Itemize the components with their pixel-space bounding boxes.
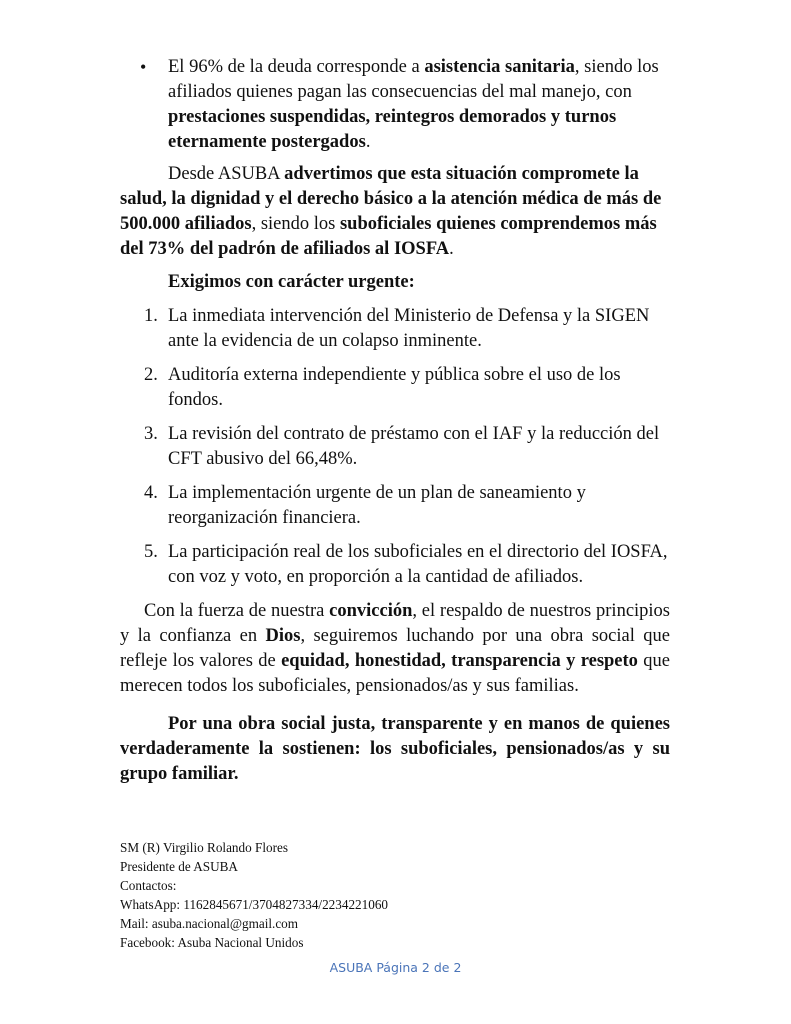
text-run: , seguiremos luchando por una obra social que — [300, 626, 670, 646]
warning-line-2: salud, la dignidad y el derecho básico a la atención médica de más de — [120, 189, 662, 209]
mail-line: Mail: asuba.nacional@gmail.com — [120, 916, 299, 931]
list-item-line: con voz y voto, en proporción a la cantidad de afiliados. — [168, 567, 584, 587]
list-item-line: La inmediata intervención del Ministerio de Defensa y la SIGEN — [168, 306, 650, 326]
slogan-line-1: Por una obra social justa, transparente y en manos de quienes — [168, 714, 670, 734]
slogan-line-3: grupo familiar. — [120, 764, 239, 784]
list-number: 3. — [144, 424, 158, 444]
closing-line-3 — [120, 649, 670, 673]
signature-name: SM (R) Virgilio Rolando Flores — [120, 840, 288, 855]
text-run: , siendo los — [574, 57, 659, 77]
list-number: 2. — [144, 365, 158, 385]
bullet-marker: • — [140, 57, 147, 77]
warning-line-4 — [120, 237, 454, 261]
list-item-line: ante la evidencia de un colapso inminente. — [168, 331, 482, 351]
bold-run: suboficiales quienes comprendemos más — [339, 214, 657, 234]
closing-line-1 — [144, 599, 670, 623]
closing-line-2 — [120, 624, 670, 648]
bold-run: equidad, honestidad, transparencia y respeto — [281, 651, 638, 671]
bold-run: del 73% del padrón de afiliados al IOSFA — [120, 239, 450, 259]
bullet-line-1 — [168, 55, 659, 79]
bullet-line-2: afiliados quienes pagan las consecuencias del mal manejo, con — [168, 82, 632, 102]
whatsapp-line: WhatsApp: 1162845671/3704827334/2234221060 — [120, 897, 389, 912]
list-item-line: La implementación urgente de un plan de saneamiento y — [168, 483, 586, 503]
text-run: , el respaldo de nuestros principios — [412, 601, 671, 621]
warning-line-1 — [168, 162, 639, 186]
text-run: y la confianza en — [120, 626, 266, 646]
list-item-line: Auditoría externa independiente y pública sobre el uso de los — [168, 365, 621, 385]
text-run: refleje los valores de — [120, 651, 282, 671]
signature-title: Presidente de ASUBA — [120, 859, 238, 874]
list-item-line: fondos. — [168, 390, 223, 410]
list-item-line: La participación real de los suboficiales en el directorio del IOSFA, — [168, 542, 668, 562]
text-run: , siendo los — [251, 214, 340, 234]
bold-run: Dios — [265, 626, 301, 646]
list-number: 4. — [144, 483, 158, 503]
page-footer: ASUBA Página 2 de 2 — [329, 960, 462, 975]
list-item-line: reorganización financiera. — [168, 508, 361, 528]
bold-run: asistencia sanitaria — [424, 57, 575, 77]
bullet-line-4 — [168, 130, 370, 154]
bold-run: advertimos que esta situación compromete la — [284, 164, 639, 184]
slogan-line-2: verdaderamente la sostienen: los suboficiales, pensionados/as y su — [120, 739, 670, 759]
demands-heading: Exigimos con carácter urgente: — [168, 272, 415, 292]
facebook-line: Facebook: Asuba Nacional Unidos — [120, 935, 304, 950]
text-run: Con la fuerza de nuestra — [144, 601, 330, 621]
list-item-line: La revisión del contrato de préstamo con el IAF y la reducción del — [168, 424, 660, 444]
bullet-line-3: prestaciones suspendidas, reintegros demorados y turnos — [168, 107, 617, 127]
warning-line-3 — [120, 212, 657, 236]
list-number: 5. — [144, 542, 158, 562]
contacts-label: Contactos: — [120, 878, 177, 893]
bold-run: 500.000 afiliados — [120, 214, 252, 234]
text-run: . — [365, 132, 371, 152]
list-number: 1. — [144, 306, 158, 326]
list-item-line: CFT abusivo del 66,48%. — [168, 449, 358, 469]
text-run: Desde ASUBA — [168, 164, 285, 184]
text-run: . — [449, 239, 454, 259]
text-run: El 96% de la deuda corresponde a — [168, 57, 425, 77]
bold-run: eternamente postergados — [168, 132, 366, 152]
closing-line-4: merecen todos los suboficiales, pensionados/as y sus familias. — [120, 676, 579, 696]
bold-run: convicción — [329, 601, 413, 621]
text-run: que — [637, 651, 670, 671]
